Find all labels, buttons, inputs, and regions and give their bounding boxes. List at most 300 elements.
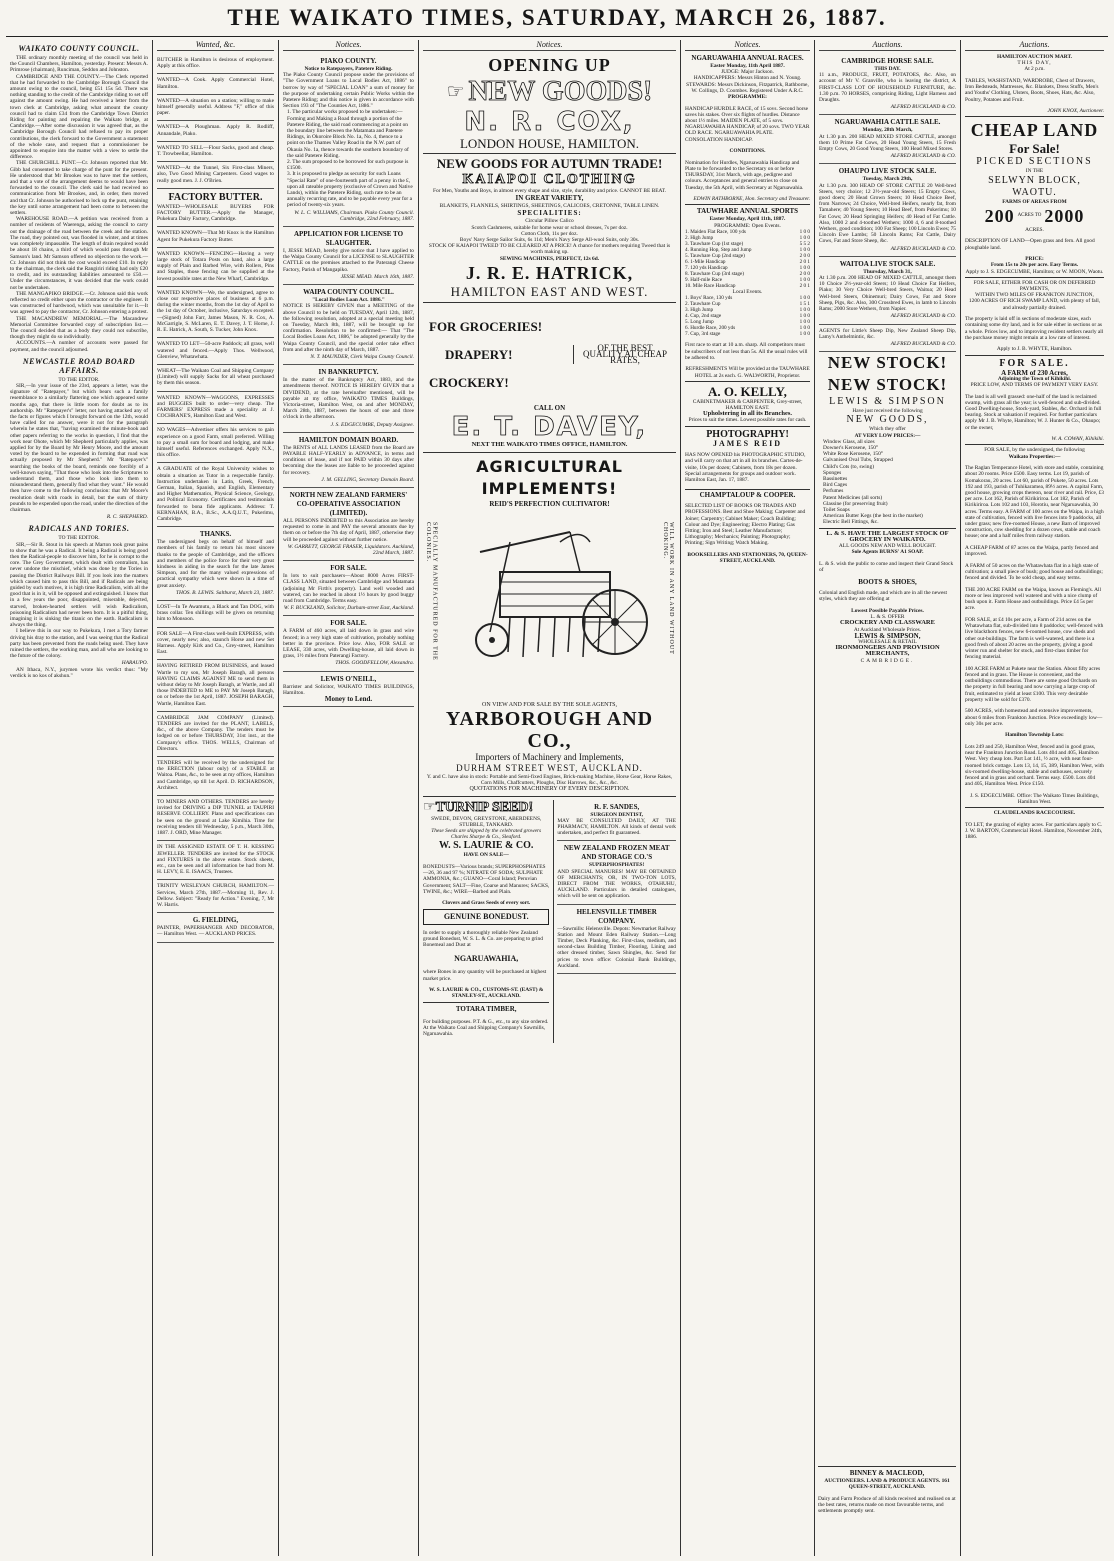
undersigned-ad [157,287,274,338]
event-prize: 1 0 0 [799,307,810,314]
masthead [0,0,1114,36]
goods-item: Electric Bell Fittings, &c. [823,519,879,526]
acre-range [965,205,1104,227]
waipa-ad [283,285,414,365]
drapery: DRAPERY! [445,346,513,362]
goods-item: Sponges [823,469,842,476]
ad-text: WANTED KNOWN—That Mr Knox is the Hamilton Agent for Pukekura Factory Butter. [157,230,274,243]
article-paragraph: THE MANGAPIKO BRIDGE.—Cr. Johnson said this work reflected no credit either upon the contractor or the engineer. It was constructed of hardwood, which was unsuitable for it.—It was agreed to pay the contractor, Cr. Johnson entering a protest. [10,290,148,316]
ad-text: WANTED—A Ploughman. Apply R. Rodliff, Annandale, Piako. [157,124,274,137]
goods-item: Bassinettes [823,475,848,482]
license-ad [283,227,414,285]
photography: PHOTOGRAPHY! [706,428,789,440]
butcher-ad [157,54,274,74]
sale-ad [157,628,274,661]
ad-title: APPLICATION FOR LICENSE TO SLAUGHTER. [293,230,404,248]
ad-text: The Piako County Council propose under the provisions of "The Government Loans to Local Bodies Act, 1886" to borrow by way of "SPECIAL LOAN" a sum of money for the purpose of undertaking certain Public Works within the Patetere Riding; and this notice is given in accordance with Section 193 of "The Counties Act, 1886." [283,72,414,110]
column-header: Auctions. [965,40,1104,51]
farm-acre: 100 ACRE FARM at Pukete near the Station. About fifty acres fenced and in grass. The House is convenient, and the outbuildings commodious. There are some good Orchards on the property in full bearing and now carrying a large crop of fruit, estimated to yield at least £100. This very desirable property will be sold for £370. [965,665,1101,703]
lower-center [423,800,676,1043]
davey-sub: NEXT THE WAIKATO TIMES OFFICE, HAMILTON. [471,440,628,448]
sole-agents: Sole Agents BURNS' A1 SOAP. [851,549,924,556]
goods-item: Window Glass, all sizes [823,438,875,445]
retired-ad [157,660,274,711]
event-name: 6. Hurdle Race, 200 yds [685,325,736,332]
ad-text: WANTED TO SELL—Flour Sacks, good and cheap. T. Trowbeellar, Hamilton. [157,144,274,158]
variety: IN GREAT VARIETY, [515,194,584,203]
event-name: 8. Tauwhare Cup (3rd stage) [685,270,745,277]
ad-text: A GRADUATE of the Royal University wishes to obtain a situation as Tutor in a respectable family. Instruction undertaken in Latin, Greek, French, German, Italian, Spanish, and English, Elementary and Higher Mathematics, Physical Science, Geology, and Political Economy. Certificates and testimonials forwarded to bona fide applicants. Address: T. KERNAHAN, B.A., B.Sc., A.A.Q.U.T., Pukerimu, Cambridge. [157,466,274,522]
farm-500: 500 ACRES, with homestead and extensive improvements, about 6 miles from Frankton Junction. Price exceedingly low—only 30s per acre. [965,708,1103,727]
signature: ALFRED BUCKLAND & CO. [890,104,956,111]
ad-text: A FARM of 460 acres, all laid down in grass and wire fenced; in a very high state of cultivation, probably nothing better in the province. Price low. Also, FOR SALE or LEASE, 330 acres, with Dwelling-house, all laid down in grass, 1½ miles from Paterangi Factory. [283,628,414,660]
farm-text: The land is all well grassed: one-half of the land is reclaimed swamp, with grass all the year; is well-fenced and sub-divided. Good Dwelling-house, Stock-yard, Stables, &c. Orchard in full bearing. Stock at valuation if required. For further particulars apply Mr J. B. Whyte, Hamilton; W. J. Hunter & Co., Ohaupo; or the owner, [965,393,1102,431]
this-day: THIS DAY, [1017,60,1052,67]
event-name: 7. Cup, 3rd stage [685,331,721,338]
event-name: 2. High Jump [685,234,714,241]
ad-text: At 1.30 p.m. 200 HEAD OF MIXED CATTLE, amongst them 10 Choice 2½-year-old Steers; 10 Head Choice Fat Heifers, Piako; 30 Very Choice Well-bred Steers, Waitoa; 20 Head Well-bred Steers, Ohinemuri; Dairy Cows, Fat and Store Sheep, Pigs, &c. Also, 300 Crossbred Ewes, in lamb to Lincoln Rams; 2000 Store Wethers, from Napier. [819,275,956,313]
piako-county-ad [283,54,414,227]
new-stock-2: NEW STOCK! [827,375,948,395]
farm-100: FOR SALE, at £4 10s per acre, a Farm of 214 acres on the Whatawhata flat, sub-divided into 8 paddocks; well-fenced with live blackthorn fences, new 6-roomed house, cow sheds and other out-buildings. The farm is well-watered, and there is a good fresh of about 20 acres on the property, giving a good winter run and shelter for stock, and first-class timber for fencing material. [965,617,1104,661]
ad-text: WANTED—WHOLESALE BUYERS FOR FACTORY BUTTER.—Apply the Manager, Pukekura Dairy Factory, Cambridge. [157,203,274,223]
for-sale: For Sale! [1009,141,1060,157]
selwyn: SELWYN BLOCK, WAOTU. [988,174,1081,198]
event-name: 1. Maiden Flat Race, 100 yds [685,228,746,235]
ad-footer: Money to Lend. [324,695,373,704]
clovers: Clovers and Grass Seeds of every sort. [442,900,531,907]
ad-list-item: 1. The particular works proposed to be undertaken:—Forming and Making a Road through a portion of the Patetere Riding, the said road commencing at a point on the boundary line between the Matamata and Patetere Ridings, in Okoroire Block No. 1a, No. 4, thence to a point on the Thames Valley Road in the N.W. part of Okauia No. 1a, thence towards the southern boundary of the said Patetere Riding. [287,109,409,159]
event-name: 7. 120 yds Handicap [685,264,728,271]
assigned-ad [157,841,274,880]
ad-subtitle: Monday, 28th March, [862,127,913,134]
acres-to: ACRES TO [1017,212,1042,218]
kelly-prices: Prices to suit the times. Lowest possible rates for cash. [688,417,807,424]
ad-title: PIAKO COUNTY. [320,57,377,65]
event-name: 3. Tauwhare Cup (1st stage) [685,240,744,247]
ad-subtitle: SURGEON DENTIST, [590,811,643,818]
goods-item: Patent Medicines (all sorts) [823,494,883,501]
new-stock: NEW STOCK! [827,353,948,373]
secretary: EDWIN RATHBORNE, Hon. Secretary and Treasurer. [693,196,810,203]
acre-to: 2000 [1044,205,1085,226]
races-list: HANDICAP HURDLE RACE, of 15 sovs. Second horse saves his stakes. Over six flights of hurdles. Distance about 1½ miles. MAIDEN PLATE, of 5 sovs. NGARUAWAHIA HANDICAP, of 20 sovs. TWO YEAR OLD RACE. NGARUAWAHIA PLATE. CONSOLATION HANDICAP. [685,105,810,143]
ad-subtitle: SUPERPHOSPHATES! [589,862,645,869]
specialities: SPECIALITIES: [517,209,582,218]
pointing-hand-icon: ☞ [423,799,436,815]
ad-text: At 1.30 p.m. 200 HEAD MIXED STORE CATTLE, amongst them 10 Prime Fat Cows, 20 Head Young Steers, 15 Fresh Empty Cows, 20 Good Young Steers, 100 Head Mixed Stores. [819,133,956,153]
ad-text: HAVING RETIRED FROM BUSINESS, and leased Wartle to my son, Mr Joseph Baragh, all persons HAVING CLAIMS AGAINST ME to send them in without delay to Mr Joseph Baragh, at Wartle, and all those INDEBTED to ME to PAY Mr Joseph Baragh, on or before the 1st April, 1887. JOSEPH BARAGH, Wartle, Hamilton East. [157,663,274,707]
signature: W. L. C. WILLIAMS, Chairman. Piako County Council. Cambridge, 22nd February, 1887. [294,209,414,222]
laurie-block [423,800,549,1043]
ad-text: AND SPECIAL MANURES! MAY BE OBTAINED OF MERCHANTS; OR, IN TWO-TON LOTS, DIRECT FROM THE WORKS, OTAHUHU, AUCKLAND. Particulars in detailed catalogues, which will be sent on application. [557,868,676,900]
sale-either: FOR SALE, EITHER FOR CASH OR ON DEFERRED PAYMENTS, [973,279,1096,293]
ad-text: WANTED KNOWN—FENCING—Having a very large stock of Totara Posts on hand, also a large supply of Plain and Barbed Wire, with Rollers, Pins and Staples, those fencing can be supplied at the lowest possible rates at the New Wharf, Cambridge. [157,250,274,282]
claudelands: CLAUDELANDS RACECOURSE. [993,810,1076,817]
kaiapoi-clothing: KAIAPOI CLOTHING [462,172,637,187]
coal-ad [157,365,274,392]
thanks-ad [157,527,274,601]
champ-sig: BOOKSELLERS AND STATIONERS, 70, QUEEN-STREET, AUCKLAND. [687,552,808,565]
article-paragraph: ACCOUNTS.—A number of accounts were passed for payment, and the council adjourned. [10,340,148,353]
column-header: Notices. [423,40,676,51]
ad-text: CAMBRIDGE JAM COMPANY (Limited). TENDERS are invited for the PLANT, LABELS, &c., of the above Company. The tenders must be lodged on or before THURSDAY, 31st inst., at the Company's office. THOS. WELLS, Chairman of Directors. [157,714,274,752]
ad-text: MAY BE CONSULTED DAILY, AT THE PHARMACY, HAMILTON. All kinds of dental work undertaken, and perfect fit guaranteed. [557,817,676,837]
whyte: Apply to J. B. WHYTE, Hamilton. [996,346,1073,353]
laurie-name: W. S. LAURIE & CO. [439,840,534,852]
column-header: Wanted, &c. [157,40,274,51]
ad-text: The RENTS of ALL LANDS LEASED from the Board are PAYABLE HALF-YEARLY in ADVANCE, in terms and conditions of lease, and if not PAID within 30 days after becoming due the leases are liable to be proceeded against for recovery. [283,444,414,476]
event-prize: 1 0 0 [799,295,810,302]
fielding-ad [157,913,274,942]
ad-list-item: 3. It is proposed to pledge as security for such Loans "Special Rate" of one-fourteenth part of a penny in the £, upon all rateable property (exclusive of Crown and Native Lands), within the Patetere Riding, such rate to be an annually recurring rate, and to be payable every year for a period of twenty-six years. [287,171,413,209]
races-title: NGARUAWAHIA ANNUAL RACES. [691,54,804,62]
on-view: ON VIEW AND FOR SALE BY THE SOLE AGENTS, [482,701,617,708]
groceries: FOR GROCERIES! [429,318,543,334]
fencing-ad [157,248,274,287]
ad-text: NOTICE IS HEREBY GIVEN that a MEETING of the above Council to be held on TUESDAY, April 12th, 1887, the following resolution, adopted at a special meeting held on Tuesday, March 8th, 1887, will be brought up for confirmation. Resolution to be confirmed:— That "The Local Bodies Loans Act, 1886," be adopted generally by the Waipa County Council, and the special order take effect from and after the ninth day of March, 1887. [283,303,414,353]
cultivator-illustration [450,512,650,692]
crockery: CROCKERY! [429,374,509,390]
ad-text: IN THE ASSIGNED ESTATE OF T. H. KESSING JEWELLER. TENDERS are invited for the STOCK and FIXTURES in the above estate. Stock sheets, etc., can be seen and all information be had from M. H. LEVY, E. E. ISAACS, Trustees. [157,844,274,876]
column-2 [152,40,278,1556]
ad-text: BUTCHER in Hamilton is desirous of employment. Apply at this office. [157,57,274,70]
masthead-rule [6,36,1108,37]
farms: FARMS OF AREAS FROM [1002,198,1067,205]
at-2: At 2 p.m. [1024,66,1045,73]
to-editor: TO THE EDITOR. [58,376,100,383]
ironmongers: IRONMONGERS AND PROVISION MERCHANTS, [835,644,940,658]
ngaruawahia: NGARUAWAHIA, [454,954,519,964]
kelly-sub: CABINETMAKER & CARPENTER, Grey-street, HAMILTON EAST. [692,398,803,412]
waggons-ad [157,392,274,425]
speciality: Cotton Cloth, 11s per doz. [521,230,578,237]
kaiapoi-sub: For Men, Youths and Boys, in almost every shape and size, style, durability and price. CANNOT BE BEAT. [432,188,667,194]
signature: ALFRED BUCKLAND & CO. [890,245,956,252]
ad-text: NO WAGES—Advertiser offers his services to gain experience on a good Farm, small preferred. Willing to pay a small sum for board and lodging, and make himself useful. References exchanged. Apply N.X., this office. [157,427,274,459]
farmers-ad [283,488,414,561]
ls-name: LEWIS & SIMPSON, [854,631,921,640]
reid-title: REID'S PERFECTION CULTIVATOR! [489,499,610,508]
ad-subtitle: Notice to Ratepayers, Patetere Riding. [304,66,393,72]
ad-text: 11 a.m., PRODUCE, FRUIT, POTATOES, &c. Also, on account of Mr V. Granville, who is leaving the district, A FIRST-CLASS LOT OF HOUSEHOLD FURNITURE, &c. 1.30 p.m. 70 HORSES, comprising Riding, Light Harness and Draughts. [819,72,956,104]
miners-ad [157,796,274,841]
kelly-name: A. O. KELLY, [708,383,787,399]
oneill-ad [283,672,414,708]
event-prize: 1 0 0 [799,264,810,271]
ploughman-ad [157,121,274,141]
yarb-text: Y. and C. have also in stock: Portable and Semi-fixed Engines, Brick-making Machine, Horse Gear, Horse Rakes, Corn Mills, Chaffcutters, Ploughs, Disc Harrows, &c., &c., &c. [426,774,673,787]
davey-ad-top [423,306,676,403]
sports-programme: PROGRAMME: Open Events. [714,222,781,229]
ad-text: —Sawmills: Helensville. Depots: Newmarket Railway Station and Mount Eden Railway Station.—Long Timber, Deck Planking, &c. First-class, medium, and second-class Building Timber, Flooring, Lining and other dressed timber, Sawn Shingles, &c. Send for prices to town office: Colonial Bank Buildings, Auckland. [557,925,676,969]
ad-title: FOR SALE. [330,619,367,628]
call-on: CALL ON [533,403,566,412]
laurie-list: BONEDUSTS—Various brands; SUPERPHOSPHATES—26, 36 and 97 %; NITRATE OF SODA; SULPHATE AMMONIA, &c.; GUANO—Coral Island; Peruvian Government; SALT—Fine, Coarse and Manures; SACKS, TWINE, &c.; WIRE—Barbed and Plain. [423,864,550,895]
cheap-farm: A CHEAP FARM of 87 acres on the Waipa, partly fenced and improved. [965,545,1099,558]
ad-title: WAIPA COUNTY COUNCIL. [303,288,394,297]
event-name: 5. Long Jump [685,319,714,326]
ad-subtitle: THIS DAY. [874,66,901,72]
event-prize: 1 0 0 [799,325,810,332]
price-label: PRICE: [1025,256,1044,263]
bankruptcy-ad [283,365,414,433]
signature: ALFRED BUCKLAND & CO. [890,153,956,160]
column-6 [680,40,814,1556]
event-prize: 1 0 0 [799,319,810,326]
bonedust-text: In order to supply a thoroughly reliable New Zealand ground Bonedust, W. S. L. & Co. are preparing to grind Bonemeal and Dust at [423,930,543,949]
goods-list [819,439,956,526]
lewis-sub: Have just received the following [852,408,923,415]
event-name: 10. Mile Race Handicap [685,282,736,289]
wholesale: WHOLESALE & RETAIL [858,638,917,645]
signature: J. S. EDGECUMBE, Deputy Assignee. [330,421,414,428]
genuine-bonedust: GENUINE BONEDUST. [423,909,549,925]
judge: JUDGE: Major Jackson. [721,69,774,76]
goods-item: Perfumes [823,488,844,495]
flour-sacks-ad [157,142,274,162]
ad-title: CAMBRIDGE HORSE SALE. [841,57,934,65]
james-reid: JAMES REID [712,438,783,448]
binney-text: Dairy and Farm Produce of all kinds received and realised on at the best rates, returns made on most favourable terms, and settlements promptly sent. [818,1495,956,1515]
offer-2: L. & S. OFFER [870,614,905,621]
ad-text: FOR SALE—A First-class well-built EXPRESS, with cover, nearly new; also, staunch Horse and new Set Harness. Apply Kirk and Co., Grey-street, Hamilton East. [157,630,274,656]
opening-up: OPENING UP [488,55,611,75]
ad-text: WANTED—A situation on a station; willing to make himself generally useful. Address "F," office of this paper. [157,97,274,117]
ad-title: HAMILTON DOMAIN BOARD. [298,435,399,444]
ad-title: HELENSVILLE TIMBER COMPANY. [576,907,657,925]
event-name: 3. High Jump [685,307,714,314]
kaiapoi-stock: STOCK OF KAIAPOI TWEED TO BE CLEARED AT A PRICE! A chance for mothers requiring Tweed that is worth making up. [428,243,671,256]
column-8 [960,40,1108,1556]
dentist [557,800,676,842]
church-ad [157,880,274,913]
programme: PROGRAMME: [728,94,767,101]
have-sale: HAVE ON SALE— [463,852,509,859]
autumn-trade: NEW GOODS FOR AUTUMN TRADE! [436,156,663,171]
ad-title: NEW ZEALAND FROZEN MEAT AND STORAGE CO.'S [563,844,670,862]
binney-sub: AUCTIONEERS. LAND & PRODUCE AGENTS. 161 QUEEN-STREET, AUCKLAND. [824,1478,950,1491]
ad-list-item: 2. The sum proposed to be borrowed for such purpose is £1500. [287,159,409,172]
cook-ad [157,74,274,94]
cambridge-horse-sale [819,54,956,115]
signature: ALFRED BUCKLAND & CO. [890,340,956,347]
totara: TOTARA TIMBER, [455,1004,517,1013]
boots-text: L. & S. wish the public to come and inspect their Grand Stock of [819,560,954,573]
signature: JESSE MEAD. March 16th, 1887. [340,273,414,280]
new-goods-row [423,76,676,108]
refreshments: REFRESHMENTS Will be provided at the TAUWHARE HOTEL at 2s each. G. WALWORTH, Proprietor. [685,366,810,379]
ad-list [283,109,414,208]
stable-ad [157,757,274,796]
goods-item: Child's Cots (to, swing) [823,463,874,470]
auckland-prices: At Auckland Wholesale Prices. [853,626,922,633]
masthead-title: THE WAIKATO TIMES, SATURDAY, MARCH 26, 1887. [227,5,887,30]
event-name: 4. Running Hop, Step and Jump [685,246,752,253]
turnip-text: These Seeds are shipped by the celebrated growers Charles Sharpe & Co., Sleaford. [431,828,542,841]
event-row [685,331,810,337]
farm-230: A FARM of 230 Acres, [1001,368,1068,377]
signature: W. F. BUCKLAND, Solicitor, Durham-street East, Auckland. [283,605,414,612]
conditions-title: CONDITIONS. [729,148,766,155]
waitoa-sale [819,257,956,325]
pad-let-ad [157,338,274,365]
domain-ad [283,433,414,488]
goods-item: Downer's Kerosene, 150° [823,444,879,451]
for-sale-2-ad [283,616,414,671]
for-sale-2: FOR SALE. [999,357,1070,369]
signature: N. T. MAUNDER, Clerk Waipa County Council. [310,353,414,360]
event-prize: 1 5 1 [799,301,810,308]
column-header: Auctions. [819,40,956,51]
land-desc: DESCRIPTION OF LAND—Open grass and fern. All good ploughable land. [965,238,1095,251]
champtaloup: CHAMPTALOUP & COOPER. [699,490,796,499]
article-paragraph: I believe this in our way to Pukekura, I met a Tory farmer driving his dray to the station, and I was seeing that the Radical party has been prevented from the roads being used. They have ruined the settlers, the working man, and all who are looking to the future of the colony. [10,628,148,660]
ad-text: TENDERS will be received by the undersigned for the ERECTION (labour only) of a STABLE at Waitoa. Plans, &c., to be seen at my offices, Hamilton and Cambridge, up till 1st April. D. RICHARDSON, Architect. [157,760,274,791]
in-the: IN THE [1025,168,1044,175]
event-name: 6. 1-Mile Handicap [685,258,726,265]
speciality: Circular Pillow Calico [525,218,574,225]
races-date: Easter Monday, 11th April 1887. [710,63,785,69]
ad-text: The undersigned begs on behalf of himself and members of his family to return his most sincere thanks to the people of Cambridge, and the officers and members of the police force for their very great kindness in aiding in the search for the late James Simpson, and for the many valued expressions of practical sympathy which were shown in a time of great anxiety. [157,539,274,589]
acre-from: 200 [984,205,1015,226]
column-center [418,40,680,1556]
yarborough: YARBOROUGH AND CO., [445,708,654,753]
new-goods: NEW GOODS! [468,76,653,107]
turnip-block [423,800,549,816]
ad-subtitle: Tuesday, March 29th, [862,176,913,183]
ad-subtitle: Thursday, March 31, [863,268,912,275]
props-text: The Raglan Temperance Hotel, with store and stable, containing about 20 rooms. Price £500. Easy terms. Lot 19, parish of Komakorau, 20 acres. Lot 60, parish of Pukete, 50 acres. Lots 192 and 193, parish of Tuhikaramea, 89½ acres. A capital Farm, good house, growing crops thereon, near river and rail. Price, £3 per acre. Lot 162, Parish of Kirikiriroa. Lot 182, Parish of Kirikiriroa. Lots 102 and 103, Horotiu, near Ngaruawahia, 30 acres. Terms easy. A FARM of 100 acres on the Waipa, in a high state of cultivation, fenced with live fences into 9 paddocks, all under grass; new five-roomed House, a new Barn of improved construction, cow shedding for a dozen cows, stable and coach house; one and a half miles from railway station. [965,465,1104,540]
ad-text: WANTED KNOWN—WAGGONS, EXPRESSES and BUGGIES built to order—very cheap. The FARMERS' EXPRESS made a speciality at J. COCHRANE'S, Hamilton East and West. [157,394,274,420]
apply-text: Apply to J. S. EDGECUMBE, Hamilton; or W. MOON, Waotu. [965,268,1104,275]
goods-item: Toilet Soaps [823,506,850,513]
largest-stock: L. & S. HAVE THE LARGEST STOCK OF GROCERY IN WAIKATO. [826,529,949,543]
best-quality: OF THE BEST QUALITY AT CHEAP RATES, [573,345,670,364]
ad-text: WANTED TO LET—50-acre Paddock; all grass, well watered and fenced.—Apply Thos. Wellwood, Glenview, Whatawhata. [157,341,274,360]
cowan: W. A. COWAN, Kihikihi. [1051,436,1104,443]
variety-list: BLANKETS, FLANNELS, SHIRTINGS, SHEETINGS, CALICOES, CRETONNE, TABLE LINEN. [439,203,660,210]
column-header: Notices. [283,40,414,51]
event-prize: 1 0 0 [799,246,810,253]
town-text: Lots 249 and 250, Hamilton West, fenced and in good grass, near the Frankton Junction Road. Lots 404 and 405, Hamilton West. Very cheap lots. Part Lot 141, ½ acre, with neat four-roomed brick cottage. Lots 13, 14, 15, 389, Hamilton West, with six-roomed dwelling-house, stable and outhouses, securely fenced and in grass and orchard. Terms easy. £500. Lots 404 and 405, Hamilton West. Price £150. [965,744,1105,788]
article-heading: RADICALS AND TORIES. [28,524,130,534]
event-prize: 2 0 0 [799,252,810,259]
helensville [557,905,676,974]
event-name: 1. Boys' Race, 130 yds [685,295,733,302]
ad-text: LOST—In Te Awamutu, a Black and Tan DOG, with brass collar. Ten shillings will be given on returning him to Monsoon. [157,604,274,623]
cox-name: N. R. COX, [464,107,635,137]
event-prize: 2 0 1 [799,258,810,265]
signature: ALFRED BUCKLAND & CO. [890,313,956,320]
for-sale-1-ad [283,561,414,616]
ngar-text: where Bones in any quantity will be purchased at highest market price. [423,969,547,982]
side-text-left: SPECIALLY MANUFACTURED FOR THE COLONIES. [425,521,438,661]
goods-item: Glassine (for preserving fruit) [823,500,888,507]
ad-text: TO MINERS AND OTHERS. TENDERS are hereby invited for DRIVING a DIP TUNNEL at TAUPIRI RESERVE COLLIERY. Plans and specifications can be seen on the ground at Lake Kimihia. Time for receiving tenders till Wednesday, 5 p.m., March 30th, 1887. J. ORD, Mine Manager. [157,799,274,837]
goods-item: American Butter Kegs (the best in the market) [823,513,923,520]
lost-ad [157,601,274,628]
ad-text: In the matter of the Bankruptcy Act, 1883, and the amendments thereof. NOTICE IS HEREBY GIVEN that a DIVIDEND, at the rate hereinafter mentioned, will be payable at my office, WAIKATO TIMES Buildings, Victoria-street, Hamilton West, on and after MONDAY, March 28th, 1887, between the hours of one and three o'clock in the afternoon. [283,377,414,421]
signature: R. C. SHEPHERD. [106,514,148,521]
tunnel-ad [157,162,274,189]
speciality: Scotch Cashmeres, suitable for home wear or school dresses, 7s per doz. [471,224,628,231]
swamp: 1200 ACRES OF RICH SWAMP LAND, with plenty of fall, and already partially drained. [968,298,1101,311]
colonial-text: Colonial and English made, and which are in all the newest styles, which they are offering at [819,590,947,603]
events-table [685,229,810,289]
for-sale-3: FOR SALE, by the undersigned, the following [984,447,1085,454]
goods-item: White Rose Kerosene, 150° [823,451,883,458]
column-7 [814,40,960,1556]
ad-title: FACTORY BUTTER. [168,191,263,203]
frozen-meat [557,841,676,904]
agents [819,325,956,353]
cultivator-block [423,512,676,702]
conditions-text: Nomination for Hurdles, Ngaruawahia Handicap and Plate to be forwarded to the Secretary on or before THURSDAY, 31st March, with age, pedigree and colours. Acceptances and general entries to close on Tuesday, the 5th April, with Secretary at Ngaruawahia. [685,159,804,191]
ad-title: IN BANKRUPTCY. [318,368,379,377]
speciality: Boys' Navy Serge Sailor Suits, 6s 11d; Men's Navy Serge All-wool Suits, only 30s. [459,237,640,244]
boots-shoes: BOOTS & SHOES, [858,577,917,586]
photo-text: HAS NOW OPENED his PHOTOGRAPHIC STUDIO, and will carry on that art in all its branches. Cartes-de-visite, 10s per dozen; Cabinets, from 18s per dozen. Special arrangements for groups and outdoor work. Hamilton East, Jan. 17, 1887. [685,452,806,484]
ad-title: THANKS. [199,530,232,539]
upholstering: Upholstering in all its Branches. [702,410,793,418]
claud-text: TO LET, the grazing of eighty acres. For particulars apply to C. J. W. BARTON, Commercial Hotel. Hamilton, November 24th, 1886. [965,821,1103,841]
london-house: LONDON HOUSE, HAMILTON. [459,136,640,151]
laurie-sig: W. S. LAURIE & CO., CUSTOMS-ST. (EAST) & STANLEY-ST., AUCKLAND. [429,987,544,1000]
sewing-machines: SEWING MACHINES, PERFECT, 12s 6d. [499,255,600,262]
event-prize: 5 5 2 [799,240,810,247]
ad-title: OHAUPO LIVE STOCK SALE. [838,167,937,176]
pointing-hand-icon: ☞ [446,80,465,103]
column-3 [278,40,418,1556]
turnip-list: SWEDE, DEVON, GREYSTONE, ABERDEENS, STUBBLE, TANKARD. [431,815,542,828]
waikato-props: Waikato Properties:— [1008,453,1061,460]
event-prize: 2 0 1 [799,282,810,289]
article-paragraph: WAREHOUSE ROAD.—A petition was received from a number of residents of Waerenga, asking the council to carry out the drainage of the road between the creek and the station. The road, they pointed out, was flooded in winter, and at times was completely impassable. The length of drain required would be about 18 chains, a third of which would pass through Mr Samson's land. Mr Samson offered no objection to the work.—Cr. Johnson did not think the cost would exceed £10. In reply to the chairman, the clerk said the Rangiriri riding had only £20 to credit, and its outstanding liabilities amounted to £50.—Under the circumstances, it was decided that the work could not be undertaken. [10,216,148,291]
acres-label: ACRES. [1025,226,1044,233]
article-paragraph: SIR,—In your issue of the 23rd, appears a letter, was the signature of "Ratepayer," but which bears such a family resemblance to a similarly flattering one which appeared some months ago, that there is little room for doubt as to its authorship. Mr "Ratepayer's" letter, not having attacked any of the facts or figures which I brought forward on the 12th, would have called for no answer, were it not for the paragraph wherein he states that, "having examined the minute-book and other papers referring to the works in question, I find that the work near Ohote, which Mr Shepherd particularly applies, was applied for by the Board by Mr Henry Moore, and the amount voted by the board to be expended in forming that road was actually proposed by Mr Shepherd." Mr "Ratepayer's" searching the books of the board, reminds one forcibly of a well-known saying, "That those who look into the Scriptures to understand them, and those who look into them to misunderstand them, generally find what they want." He would then have come to the following conclusion: that Mr Moore's resolution dealt with roads in detail, but the sum of thirty pounds to be expended upon the road, under the direction of the chairman. [10,382,148,514]
low-prices: AT VERY LOW PRICES:— [854,432,921,439]
ad-text: TRINITY WESLEYAN CHURCH, HAMILTON.—Services, March 27th, 1887.—Morning 11, Rev. J. Dellow. Subject: "Ready for Action." Evening, 7, Mr W. Harris. [157,883,274,908]
signature: THOS. B. LEWIS. Saltburst, March 23, 1887. [175,589,274,596]
ad-text: PAINTER, PAPERHANGER AND DECORATOR, — Hamilton West. — AUCKLAND PRICES. [157,925,274,938]
binney-name: BINNEY & MACLEOD, [849,1469,925,1477]
quotations: QUOTATIONS FOR MACHINERY OF EVERY DESCRIPTION. [469,786,630,793]
town-lots: Hamilton Township Lots: [1005,732,1064,739]
signature: J. M. GELLING, Secretary Domain Board. [321,476,414,483]
event-prize: 1 0 0 [799,234,810,241]
ad-text: AGENTS for Little's Sheep Dip, New Zealand Sheep Dip, Lamy's Anthelmintic, &c. [819,327,956,340]
sports-title: TAUWHARE ANNUAL SPORTS [696,207,799,216]
side-text-right: WILL WORK IN ANY LAND WITHOUT CHOKING. [661,521,674,655]
event-name: 2. Tauwhare Cup [685,301,721,308]
goods-item: Galvanised Oval Tubs, Strapped [823,457,893,464]
dentist-block [553,800,676,1043]
lewis-simpson: LEWIS & SIMPSON [829,396,946,408]
goods-new: ALL GOODS NEW AND WELL BOUGHT. [838,542,937,549]
local-events-title: Local Events. [732,288,763,295]
knox-sig: JOHN KNOX, Auctioneer. [1047,108,1104,115]
ad-text: Barrister and Solicitor, WAIKATO TIMES BUILDINGS, Hamilton. [283,683,414,696]
edgecumbe: J. S. EDGECUMBE. Office: The Waikato Times Buildings, Hamilton West. [970,792,1099,806]
ad-text: WANTED KNOWN—We, the undersigned, agree to close our respective places of business at 6 p.m. during the winter months, from the 1st day of April to the 1st day of October, inclusive, Saturdays excepted.—(Signed) John Farr, James Mason, N. R. Cox, A. McGarrigle, S. McLaren, E. T. Davey, J. T. Horne, J. R. E. Hatrick, A. South, S. Tucker, John Knox. [157,289,274,334]
importers: Importers of Machinery and Implements, [475,752,624,763]
crockery-glassware: CROCKERY AND CLASSWARE [840,619,935,627]
hatrick-name: J. R. E. HATRICK, [465,262,634,283]
article-paragraph: THE CHURCHILL PUNT.—Cr. Johnson reported that Mr. Gibb had consented to take charge of the punt for the present. He understood that Mr Brookes was to have met the settlers, and that a vote of the arrangement deems to would have been forwarded to the council. The clerk said he had received no communication from Mr Brookes, and, in order, then moved and that Cr. Johnson be authorised to lock up the punt, retaining the key until some arrangement had been come to between the settlers. [10,160,148,217]
wages-ad [157,424,274,463]
event-name: 5. Tauwhare Cup (2nd stage) [685,252,745,259]
